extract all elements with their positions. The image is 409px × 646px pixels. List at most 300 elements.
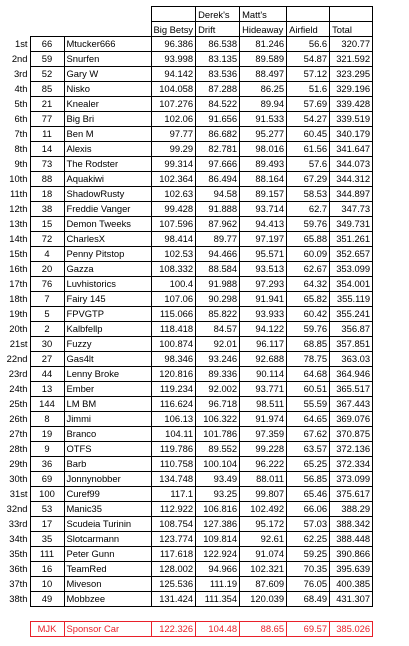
cell-car-number: 7 xyxy=(30,292,64,307)
cell-big-betsy: 123.774 xyxy=(151,532,196,547)
cell-matts-hideaway: 93.933 xyxy=(240,307,287,322)
cell-airfield: 61.56 xyxy=(287,142,330,157)
cell-dereks-drift: 101.786 xyxy=(196,427,240,442)
cell-total: 339.428 xyxy=(330,97,373,112)
cell-airfield: 76.05 xyxy=(287,577,330,592)
cell-dereks-drift: 92.01 xyxy=(196,337,240,352)
sponsor-blank xyxy=(0,622,30,637)
cell-big-betsy: 110.758 xyxy=(151,457,196,472)
cell-dereks-drift: 106.816 xyxy=(196,502,240,517)
cell-position: 3rd xyxy=(13,68,28,79)
cell-position: 33rd xyxy=(8,518,28,529)
cell-position: 11th xyxy=(9,188,28,199)
cell-matts-hideaway: 95.571 xyxy=(240,247,287,262)
cell-big-betsy: 102.53 xyxy=(151,247,196,262)
cell-matts-hideaway: 81.246 xyxy=(240,37,287,52)
cell-car-number: 69 xyxy=(30,472,64,487)
table-row xyxy=(0,202,373,217)
cell-big-betsy: 100.874 xyxy=(151,337,196,352)
cell-airfield: 56.6 xyxy=(287,37,330,52)
cell-car-number: 53 xyxy=(30,502,64,517)
cell-big-betsy: 102.06 xyxy=(151,112,196,127)
cell-driver: The Rodster xyxy=(64,157,151,172)
cell-position: 38th xyxy=(9,593,28,604)
cell-big-betsy: 99.29 xyxy=(151,142,196,157)
cell-matts-hideaway: 97.293 xyxy=(240,277,287,292)
table-row xyxy=(0,82,373,97)
cell-big-betsy: 119.234 xyxy=(151,382,196,397)
cell-dereks-drift: 94.466 xyxy=(196,247,240,262)
cell-airfield: 54.27 xyxy=(287,112,330,127)
cell-car-number: 27 xyxy=(30,352,64,367)
cell-position: 27th xyxy=(9,428,28,439)
cell-car-number: 8 xyxy=(30,412,64,427)
cell-driver: Branco xyxy=(64,427,151,442)
cell-total: 352.657 xyxy=(330,247,373,262)
cell-matts-hideaway: 89.589 xyxy=(240,52,287,67)
cell-dereks-drift: 94.58 xyxy=(196,187,240,202)
header-big-betsy: Big Betsy xyxy=(151,22,196,37)
cell-total: 372.136 xyxy=(330,442,373,457)
cell-total: 357.851 xyxy=(330,337,373,352)
cell-dereks-drift: 93.246 xyxy=(196,352,240,367)
cell-matts-hideaway: 91.533 xyxy=(240,112,287,127)
cell-airfield: 57.6 xyxy=(287,157,330,172)
cell-total: 344.897 xyxy=(330,187,373,202)
sponsor-row xyxy=(0,622,373,637)
table-row xyxy=(0,37,373,52)
cell-total: 347.73 xyxy=(330,202,373,217)
cell-driver: Big Bri xyxy=(64,112,151,127)
cell-total: 388.448 xyxy=(330,532,373,547)
cell-car-number: 35 xyxy=(30,532,64,547)
table-row xyxy=(0,562,373,577)
sponsor-dereks-drift: 104.48 xyxy=(196,622,240,637)
cell-big-betsy: 125.536 xyxy=(151,577,196,592)
cell-driver: TeamRed xyxy=(64,562,151,577)
header-airfield-top xyxy=(287,7,330,22)
cell-total: 431.307 xyxy=(330,592,373,607)
cell-driver: Peter Gunn xyxy=(64,547,151,562)
cell-driver: Snurfen xyxy=(64,52,151,67)
cell-position: 34th xyxy=(9,533,28,544)
cell-position: 30th xyxy=(9,473,28,484)
cell-dereks-drift: 89.336 xyxy=(196,367,240,382)
cell-position: 37th xyxy=(9,578,28,589)
cell-big-betsy: 98.346 xyxy=(151,352,196,367)
cell-total: 364.946 xyxy=(330,367,373,382)
cell-airfield: 64.65 xyxy=(287,412,330,427)
cell-car-number: 38 xyxy=(30,202,64,217)
cell-car-number: 144 xyxy=(30,397,64,412)
cell-total: 354.001 xyxy=(330,277,373,292)
cell-dereks-drift: 92.002 xyxy=(196,382,240,397)
cell-airfield: 65.25 xyxy=(287,457,330,472)
cell-total: 351.261 xyxy=(330,232,373,247)
table-row xyxy=(0,112,373,127)
cell-car-number: 52 xyxy=(30,67,64,82)
cell-matts-hideaway: 97.359 xyxy=(240,427,287,442)
cell-driver: Kalbfellp xyxy=(64,322,151,337)
cell-big-betsy: 134.748 xyxy=(151,472,196,487)
cell-dereks-drift: 82.781 xyxy=(196,142,240,157)
cell-position: 35th xyxy=(9,548,28,559)
cell-car-number: 36 xyxy=(30,457,64,472)
cell-matts-hideaway: 97.197 xyxy=(240,232,287,247)
cell-position: 4th xyxy=(14,83,28,94)
cell-driver: Freddie Vanger xyxy=(64,202,151,217)
cell-airfield: 57.03 xyxy=(287,517,330,532)
cell-car-number: 2 xyxy=(30,322,64,337)
cell-matts-hideaway: 94.413 xyxy=(240,217,287,232)
table-row xyxy=(0,187,373,202)
cell-total: 369.076 xyxy=(330,412,373,427)
cell-matts-hideaway: 88.164 xyxy=(240,172,287,187)
spacer-row xyxy=(0,607,373,622)
cell-matts-hideaway: 98.511 xyxy=(240,397,287,412)
cell-dereks-drift: 97.666 xyxy=(196,157,240,172)
cell-car-number: 10 xyxy=(30,577,64,592)
cell-total: 375.617 xyxy=(330,487,373,502)
cell-matts-hideaway: 93.513 xyxy=(240,262,287,277)
cell-dereks-drift: 96.718 xyxy=(196,397,240,412)
table-row xyxy=(0,127,373,142)
cell-car-number: 11 xyxy=(30,127,64,142)
cell-airfield: 51.6 xyxy=(287,82,330,97)
cell-matts-hideaway: 98.016 xyxy=(240,142,287,157)
cell-big-betsy: 112.922 xyxy=(151,502,196,517)
cell-dereks-drift: 94.966 xyxy=(196,562,240,577)
table-row xyxy=(0,217,373,232)
cell-driver: ShadowRusty xyxy=(64,187,151,202)
cell-car-number: 16 xyxy=(30,562,64,577)
cell-position: 7th xyxy=(14,128,28,139)
cell-position: 12th xyxy=(9,203,28,214)
cell-position: 23rd xyxy=(8,368,28,379)
cell-big-betsy: 102.63 xyxy=(151,187,196,202)
cell-total: 356.87 xyxy=(330,322,373,337)
cell-airfield: 64.68 xyxy=(287,367,330,382)
header-big-betsy-top xyxy=(151,7,196,22)
cell-driver: Jonnynobber xyxy=(64,472,151,487)
header-dereks-drift-top: Derek's xyxy=(196,7,240,22)
cell-dereks-drift: 83.135 xyxy=(196,52,240,67)
cell-total: 372.334 xyxy=(330,457,373,472)
cell-matts-hideaway: 92.688 xyxy=(240,352,287,367)
cell-airfield: 67.62 xyxy=(287,427,330,442)
cell-matts-hideaway: 95.277 xyxy=(240,127,287,142)
cell-total: 355.241 xyxy=(330,307,373,322)
cell-big-betsy: 128.002 xyxy=(151,562,196,577)
cell-total: 395.639 xyxy=(330,562,373,577)
cell-position: 36th xyxy=(9,563,28,574)
cell-dereks-drift: 89.552 xyxy=(196,442,240,457)
cell-dereks-drift: 100.104 xyxy=(196,457,240,472)
cell-driver: Barb xyxy=(64,457,151,472)
cell-driver: Miveson xyxy=(64,577,151,592)
cell-dereks-drift: 86.494 xyxy=(196,172,240,187)
cell-driver: Gary W xyxy=(64,67,151,82)
cell-position: 1st xyxy=(14,38,28,49)
table-row xyxy=(0,532,373,547)
cell-total: 339.519 xyxy=(330,112,373,127)
cell-airfield: 57.69 xyxy=(287,97,330,112)
sponsor-big-betsy: 122.326 xyxy=(151,622,196,637)
cell-matts-hideaway: 96.117 xyxy=(240,337,287,352)
cell-matts-hideaway: 102.321 xyxy=(240,562,287,577)
table-row xyxy=(0,547,373,562)
cell-dereks-drift: 88.584 xyxy=(196,262,240,277)
cell-airfield: 70.35 xyxy=(287,562,330,577)
header-blank xyxy=(30,22,64,37)
cell-dereks-drift: 84.57 xyxy=(196,322,240,337)
cell-airfield: 66.06 xyxy=(287,502,330,517)
cell-total: 353.099 xyxy=(330,262,373,277)
cell-car-number: 72 xyxy=(30,232,64,247)
cell-big-betsy: 97.77 xyxy=(151,127,196,142)
cell-driver: Luvhistorics xyxy=(64,277,151,292)
header-blank xyxy=(30,7,64,22)
cell-total: 390.866 xyxy=(330,547,373,562)
cell-total: 367.443 xyxy=(330,397,373,412)
cell-big-betsy: 117.1 xyxy=(151,487,196,502)
cell-driver: Mtucker666 xyxy=(64,37,151,52)
cell-big-betsy: 104.11 xyxy=(151,427,196,442)
header-total: Total xyxy=(330,22,373,37)
cell-dereks-drift: 87.962 xyxy=(196,217,240,232)
cell-total: 344.312 xyxy=(330,172,373,187)
table-row xyxy=(0,262,373,277)
table-row xyxy=(0,577,373,592)
cell-position: 14th xyxy=(9,233,28,244)
cell-airfield: 62.7 xyxy=(287,202,330,217)
cell-airfield: 55.59 xyxy=(287,397,330,412)
cell-matts-hideaway: 88.011 xyxy=(240,472,287,487)
table-row xyxy=(0,52,373,67)
cell-car-number: 21 xyxy=(30,97,64,112)
cell-driver: Fairy 145 xyxy=(64,292,151,307)
cell-big-betsy: 102.364 xyxy=(151,172,196,187)
cell-big-betsy: 116.624 xyxy=(151,397,196,412)
cell-dereks-drift: 87.288 xyxy=(196,82,240,97)
cell-position: 22nd xyxy=(6,353,28,364)
cell-total: 365.517 xyxy=(330,382,373,397)
cell-matts-hideaway: 86.25 xyxy=(240,82,287,97)
cell-driver: Demon Tweeks xyxy=(64,217,151,232)
cell-airfield: 62.25 xyxy=(287,532,330,547)
cell-airfield: 68.49 xyxy=(287,592,330,607)
cell-airfield: 58.53 xyxy=(287,187,330,202)
cell-airfield: 59.76 xyxy=(287,322,330,337)
cell-position: 19th xyxy=(9,308,28,319)
cell-position: 8th xyxy=(14,143,28,154)
cell-total: 340.179 xyxy=(330,127,373,142)
cell-position: 15th xyxy=(9,248,28,259)
cell-matts-hideaway: 93.714 xyxy=(240,202,287,217)
cell-airfield: 68.85 xyxy=(287,337,330,352)
cell-total: 321.592 xyxy=(330,52,373,67)
header-blank xyxy=(0,7,30,22)
cell-position: 28th xyxy=(9,443,28,454)
header-total-top xyxy=(330,7,373,22)
cell-driver: Manic35 xyxy=(64,502,151,517)
cell-dereks-drift: 86.538 xyxy=(196,37,240,52)
cell-car-number: 4 xyxy=(30,247,64,262)
cell-dereks-drift: 91.888 xyxy=(196,202,240,217)
cell-car-number: 76 xyxy=(30,277,64,292)
cell-car-number: 111 xyxy=(30,547,64,562)
cell-car-number: 5 xyxy=(30,307,64,322)
cell-total: 320.77 xyxy=(330,37,373,52)
table-row xyxy=(0,592,373,607)
cell-position: 16th xyxy=(9,263,28,274)
cell-big-betsy: 94.142 xyxy=(151,67,196,82)
cell-total: 355.119 xyxy=(330,292,373,307)
table-row xyxy=(0,307,373,322)
sponsor-name: Sponsor Car xyxy=(64,622,151,637)
cell-position: 13th xyxy=(9,218,28,229)
cell-airfield: 60.42 xyxy=(287,307,330,322)
cell-big-betsy: 119.786 xyxy=(151,442,196,457)
cell-driver: Curef99 xyxy=(64,487,151,502)
cell-total: 373.099 xyxy=(330,472,373,487)
cell-driver: Nisko xyxy=(64,82,151,97)
cell-matts-hideaway: 89.157 xyxy=(240,187,287,202)
cell-driver: Ben M xyxy=(64,127,151,142)
cell-matts-hideaway: 91.941 xyxy=(240,292,287,307)
cell-driver: Alexis xyxy=(64,142,151,157)
cell-big-betsy: 108.332 xyxy=(151,262,196,277)
cell-position: 5th xyxy=(14,98,28,109)
cell-driver: FPVGTP xyxy=(64,307,151,322)
table-row xyxy=(0,142,373,157)
cell-dereks-drift: 91.656 xyxy=(196,112,240,127)
cell-airfield: 64.32 xyxy=(287,277,330,292)
cell-big-betsy: 120.816 xyxy=(151,367,196,382)
table-row xyxy=(0,367,373,382)
cell-matts-hideaway: 91.974 xyxy=(240,412,287,427)
table-row xyxy=(0,442,373,457)
cell-matts-hideaway: 92.61 xyxy=(240,532,287,547)
cell-big-betsy: 100.4 xyxy=(151,277,196,292)
cell-dereks-drift: 90.298 xyxy=(196,292,240,307)
cell-matts-hideaway: 96.222 xyxy=(240,457,287,472)
cell-matts-hideaway: 102.492 xyxy=(240,502,287,517)
cell-car-number: 66 xyxy=(30,37,64,52)
cell-matts-hideaway: 91.074 xyxy=(240,547,287,562)
header-row-2 xyxy=(0,22,373,37)
cell-position: 24th xyxy=(9,383,28,394)
header-blank xyxy=(0,22,30,37)
sponsor-total: 385.026 xyxy=(330,622,373,637)
cell-dereks-drift: 122.924 xyxy=(196,547,240,562)
cell-car-number: 59 xyxy=(30,52,64,67)
cell-position: 10th xyxy=(9,173,28,184)
cell-total: 388.29 xyxy=(330,502,373,517)
cell-matts-hideaway: 87.609 xyxy=(240,577,287,592)
cell-matts-hideaway: 120.039 xyxy=(240,592,287,607)
cell-dereks-drift: 89.77 xyxy=(196,232,240,247)
cell-big-betsy: 117.618 xyxy=(151,547,196,562)
sponsor-code: MJK xyxy=(30,622,64,637)
cell-car-number: 49 xyxy=(30,592,64,607)
cell-matts-hideaway: 89.493 xyxy=(240,157,287,172)
header-blank xyxy=(64,22,151,37)
cell-matts-hideaway: 99.228 xyxy=(240,442,287,457)
cell-dereks-drift: 84.522 xyxy=(196,97,240,112)
cell-big-betsy: 107.06 xyxy=(151,292,196,307)
cell-total: 400.385 xyxy=(330,577,373,592)
cell-car-number: 85 xyxy=(30,82,64,97)
cell-matts-hideaway: 95.172 xyxy=(240,517,287,532)
table-row xyxy=(0,382,373,397)
cell-total: 341.647 xyxy=(330,142,373,157)
cell-car-number: 19 xyxy=(30,427,64,442)
cell-driver: Ember xyxy=(64,382,151,397)
cell-car-number: 14 xyxy=(30,142,64,157)
cell-driver: Jimmi xyxy=(64,412,151,427)
cell-total: 323.295 xyxy=(330,67,373,82)
cell-airfield: 65.46 xyxy=(287,487,330,502)
cell-dereks-drift: 109.814 xyxy=(196,532,240,547)
sponsor-airfield: 69.57 xyxy=(287,622,330,637)
cell-big-betsy: 108.754 xyxy=(151,517,196,532)
cell-airfield: 54.87 xyxy=(287,52,330,67)
cell-total: 329.196 xyxy=(330,82,373,97)
cell-matts-hideaway: 90.114 xyxy=(240,367,287,382)
cell-matts-hideaway: 94.122 xyxy=(240,322,287,337)
table-row xyxy=(0,427,373,442)
cell-driver: LM BM xyxy=(64,397,151,412)
cell-driver: Aquakiwi xyxy=(64,172,151,187)
cell-car-number: 100 xyxy=(30,487,64,502)
table-row xyxy=(0,472,373,487)
cell-airfield: 59.25 xyxy=(287,547,330,562)
cell-airfield: 65.88 xyxy=(287,232,330,247)
cell-car-number: 13 xyxy=(30,382,64,397)
cell-driver: Gazza xyxy=(64,262,151,277)
cell-matts-hideaway: 99.807 xyxy=(240,487,287,502)
cell-car-number: 88 xyxy=(30,172,64,187)
cell-car-number: 30 xyxy=(30,337,64,352)
cell-driver: Lenny Broke xyxy=(64,367,151,382)
table-row xyxy=(0,67,373,82)
cell-big-betsy: 93.998 xyxy=(151,52,196,67)
table-row xyxy=(0,517,373,532)
cell-dereks-drift: 127.386 xyxy=(196,517,240,532)
cell-car-number: 15 xyxy=(30,217,64,232)
results-table xyxy=(0,6,373,637)
cell-big-betsy: 107.276 xyxy=(151,97,196,112)
table-row xyxy=(0,337,373,352)
cell-big-betsy: 131.424 xyxy=(151,592,196,607)
cell-total: 363.03 xyxy=(330,352,373,367)
table-row xyxy=(0,502,373,517)
header-matts-hideaway-top: Matt's xyxy=(240,7,287,22)
cell-car-number: 18 xyxy=(30,187,64,202)
cell-position: 26th xyxy=(9,413,28,424)
header-dereks-drift: Drift xyxy=(196,22,240,37)
cell-matts-hideaway: 88.497 xyxy=(240,67,287,82)
cell-driver: Knealer xyxy=(64,97,151,112)
cell-airfield: 63.57 xyxy=(287,442,330,457)
cell-dereks-drift: 111.19 xyxy=(196,577,240,592)
header-matts-hideaway: Hideaway xyxy=(240,22,287,37)
header-airfield: Airfield xyxy=(287,22,330,37)
cell-airfield: 62.67 xyxy=(287,262,330,277)
cell-dereks-drift: 85.822 xyxy=(196,307,240,322)
cell-driver: Fuzzy xyxy=(64,337,151,352)
